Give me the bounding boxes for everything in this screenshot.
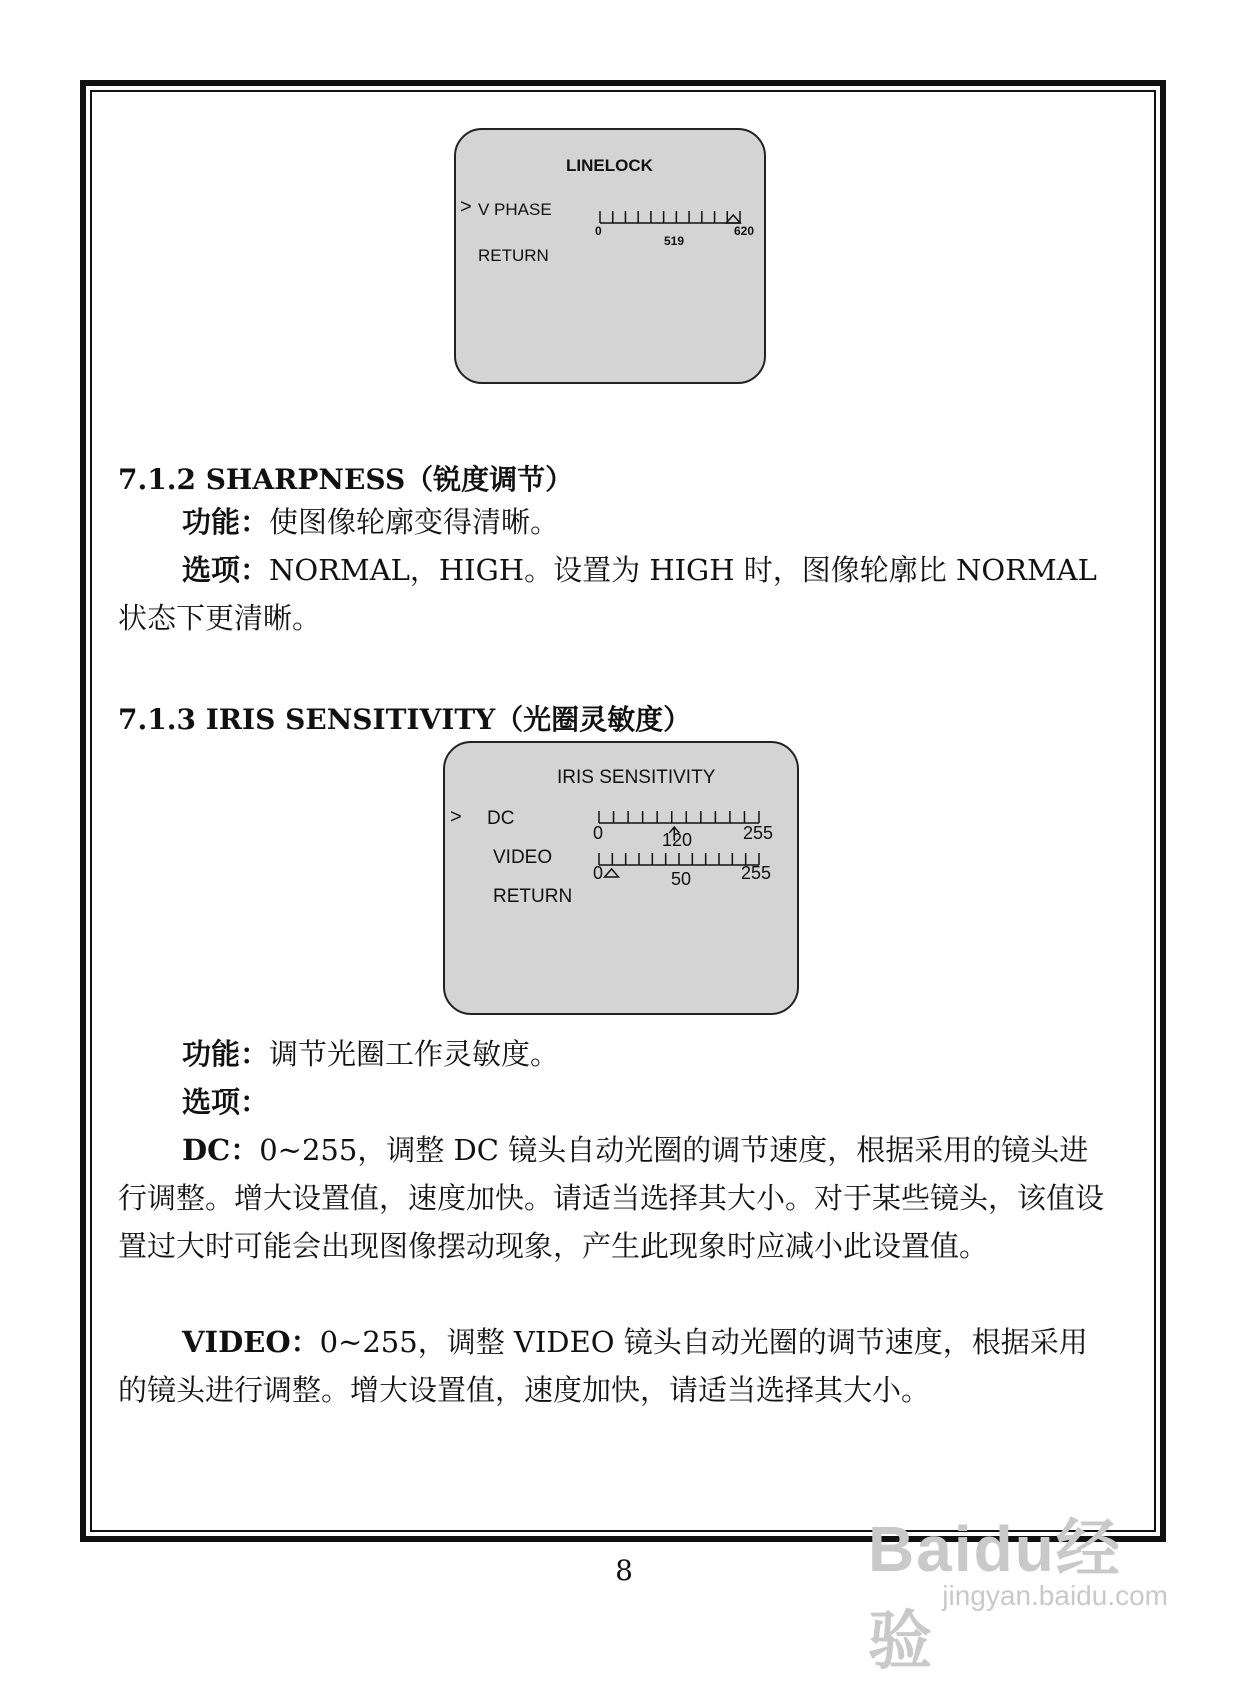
menu-item-video[interactable]: VIDEO: [493, 847, 553, 868]
dc-scale-ticks: [599, 811, 759, 823]
menu-item-return[interactable]: RETURN: [493, 886, 573, 907]
watermark-url: jingyan.baidu.com: [942, 1580, 1168, 1611]
menu-cursor-icon: >: [450, 806, 462, 828]
sharpness-options-paragraph: [118, 546, 1108, 642]
dc-value-label: 120: [662, 830, 693, 850]
v-phase-scale: [456, 130, 768, 386]
iris-video-text: 0~255，调整 VIDEO 镜头自动光圈的调节速度，根据采用的镜头进行调整。增大设置值，速度加快，请适当选择其大小。: [118, 1325, 1088, 1407]
iris-dc-paragraph: [118, 1126, 1108, 1270]
iris-options-paragraph: [118, 1078, 1108, 1126]
iris-function-paragraph: [118, 1030, 1108, 1078]
iris-video-label: VIDEO：: [182, 1325, 320, 1359]
video-value-marker-icon: [605, 869, 619, 877]
v-phase-value-label: 519: [664, 234, 685, 248]
iris-function-text: 调节光圈工作灵敏度。: [269, 1037, 560, 1071]
iris-options-label: 选项：: [182, 1085, 270, 1119]
heading-sharpness: 7.1.2 SHARPNESS（锐度调节）: [118, 463, 574, 496]
heading-iris-sensitivity: 7.1.3 IRIS SENSITIVITY（光圈灵敏度）: [118, 703, 692, 736]
value-marker-icon: [726, 215, 740, 223]
video-min-label: 0: [593, 863, 604, 883]
iris-video-paragraph: [118, 1318, 1108, 1414]
linelock-menu-title: LINELOCK: [566, 156, 653, 175]
video-value-label: 50: [671, 869, 692, 889]
video-scale-ticks: [599, 853, 759, 865]
iris-menu-panel: [443, 741, 799, 1015]
iris-menu-title: IRIS SENSITIVITY: [557, 767, 716, 788]
v-phase-min-label: 0: [595, 224, 602, 238]
sharpness-function-label: 功能：: [182, 505, 270, 539]
menu-item-return[interactable]: RETURN: [478, 246, 549, 265]
video-max-label: 255: [741, 863, 772, 883]
iris-dc-label: DC：: [182, 1133, 260, 1167]
sharpness-options-label: 选项：: [182, 553, 270, 587]
sharpness-function-text: 使图像轮廓变得清晰。: [269, 505, 560, 539]
sharpness-options-text: NORMAL，HIGH。设置为 HIGH 时，图像轮廓比 NORMAL 状态下更清晰。: [118, 553, 1097, 635]
scale-ticks: [600, 211, 740, 223]
v-phase-max-label: 620: [734, 224, 755, 238]
dc-max-label: 255: [743, 823, 774, 843]
baidu-watermark: [868, 1480, 1168, 1677]
menu-cursor-icon: >: [460, 196, 472, 218]
menu-item-dc[interactable]: DC: [487, 808, 515, 829]
iris-dc-text: 0~255，调整 DC 镜头自动光圈的调节速度，根据采用的镜头进行调整。增大设置值，速度加快。请适当选择其大小。对于某些镜头，该值设置过大时可能会出现图像摆动现象，产生此现象时应减小此设置值。: [118, 1133, 1105, 1263]
iris-function-label: 功能：: [182, 1037, 270, 1071]
page-number: 8: [615, 1554, 633, 1587]
linelock-menu-panel: [454, 128, 766, 384]
dc-min-label: 0: [593, 823, 604, 843]
menu-item-v-phase[interactable]: V PHASE: [478, 200, 552, 219]
watermark-brand: Baidu经验: [868, 1513, 1122, 1677]
sharpness-function-paragraph: [118, 498, 1108, 546]
